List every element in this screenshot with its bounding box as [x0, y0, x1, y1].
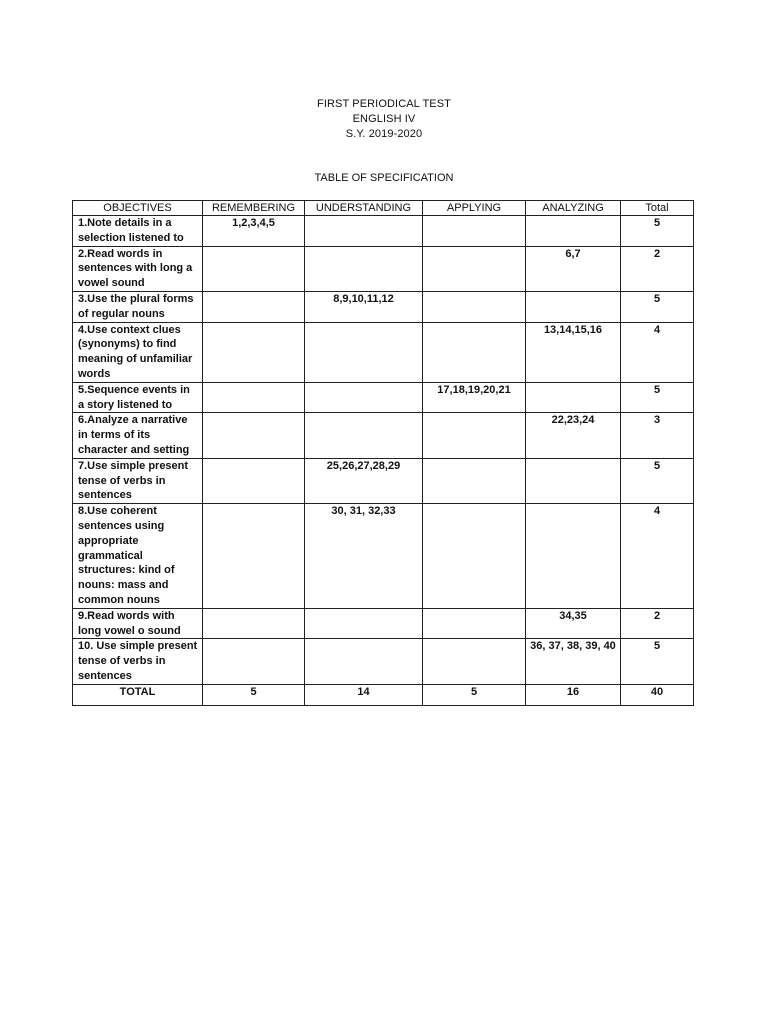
total-cell: 5 — [621, 458, 694, 503]
header-total: Total — [621, 201, 694, 216]
applying-cell — [423, 322, 526, 382]
understanding-cell — [305, 639, 423, 684]
total-cell: 2 — [621, 246, 694, 291]
objective-cell: 2.Read words in sentences with long a vowel sound — [73, 246, 203, 291]
totals-understanding: 14 — [305, 684, 423, 705]
table-row — [73, 216, 694, 247]
header-remembering: REMEMBERING — [203, 201, 305, 216]
remembering-cell — [203, 608, 305, 639]
applying-cell — [423, 458, 526, 503]
objective-cell: 10. Use simple present tense of verbs in sentences — [73, 639, 203, 684]
header-objectives: OBJECTIVES — [73, 201, 203, 216]
objective-cell: 7.Use simple present tense of verbs in sentences — [73, 458, 203, 503]
table-row — [73, 291, 694, 322]
totals-analyzing: 16 — [526, 684, 621, 705]
objective-cell: 4.Use context clues (synonyms) to find meaning of unfamiliar words — [73, 322, 203, 382]
applying-cell — [423, 246, 526, 291]
total-cell: 4 — [621, 504, 694, 609]
total-cell: 5 — [621, 639, 694, 684]
remembering-cell — [203, 382, 305, 413]
applying-cell — [423, 639, 526, 684]
remembering-cell — [203, 504, 305, 609]
understanding-cell: 8,9,10,11,12 — [305, 291, 423, 322]
table-row — [73, 413, 694, 458]
objective-cell: 6.Analyze a narrative in terms of its character and setting — [73, 413, 203, 458]
analyzing-cell: 13,14,15,16 — [526, 322, 621, 382]
table-row — [73, 504, 694, 609]
analyzing-cell: 34,35 — [526, 608, 621, 639]
totals-row — [73, 684, 694, 705]
table-row — [73, 382, 694, 413]
table-row — [73, 458, 694, 503]
remembering-cell — [203, 413, 305, 458]
objective-cell: 8.Use coherent sentences using appropriate grammatical structures: kind of nouns: mass and common nouns — [73, 504, 203, 609]
objective-cell: 9.Read words with long vowel o sound — [73, 608, 203, 639]
table-row — [73, 246, 694, 291]
table-heading: TABLE OF SPECIFICATION — [314, 172, 454, 184]
remembering-cell — [203, 639, 305, 684]
understanding-cell — [305, 382, 423, 413]
test-title: FIRST PERIODICAL TEST — [317, 98, 451, 110]
subject-title: ENGLISH IV — [352, 113, 416, 125]
total-cell: 5 — [621, 382, 694, 413]
header-applying: APPLYING — [423, 201, 526, 216]
understanding-cell — [305, 608, 423, 639]
total-cell: 3 — [621, 413, 694, 458]
table-row — [73, 608, 694, 639]
applying-cell — [423, 216, 526, 247]
total-cell: 4 — [621, 322, 694, 382]
table-row — [73, 639, 694, 684]
header-analyzing: ANALYZING — [526, 201, 621, 216]
understanding-cell — [305, 216, 423, 247]
remembering-cell — [203, 458, 305, 503]
objective-cell: 5.Sequence events in a story listened to — [73, 382, 203, 413]
totals-remembering: 5 — [203, 684, 305, 705]
remembering-cell — [203, 291, 305, 322]
applying-cell — [423, 413, 526, 458]
analyzing-cell: 6,7 — [526, 246, 621, 291]
remembering-cell — [203, 322, 305, 382]
analyzing-cell — [526, 216, 621, 247]
applying-cell — [423, 291, 526, 322]
table-header-row — [73, 201, 694, 216]
total-cell: 2 — [621, 608, 694, 639]
applying-cell: 17,18,19,20,21 — [423, 382, 526, 413]
analyzing-cell — [526, 291, 621, 322]
total-cell: 5 — [621, 291, 694, 322]
understanding-cell — [305, 322, 423, 382]
applying-cell — [423, 504, 526, 609]
analyzing-cell — [526, 504, 621, 609]
analyzing-cell: 36, 37, 38, 39, 40 — [526, 639, 621, 684]
analyzing-cell — [526, 382, 621, 413]
understanding-cell: 25,26,27,28,29 — [305, 458, 423, 503]
understanding-cell — [305, 246, 423, 291]
analyzing-cell: 22,23,24 — [526, 413, 621, 458]
understanding-cell: 30, 31, 32,33 — [305, 504, 423, 609]
table-row — [73, 322, 694, 382]
total-cell: 5 — [621, 216, 694, 247]
totals-label: TOTAL — [73, 684, 203, 705]
applying-cell — [423, 608, 526, 639]
objective-cell: 1.Note details in a selection listened to — [73, 216, 203, 247]
objective-cell: 3.Use the plural forms of regular nouns — [73, 291, 203, 322]
header-understanding: UNDERSTANDING — [305, 201, 423, 216]
remembering-cell — [203, 246, 305, 291]
specification-table — [72, 200, 694, 706]
understanding-cell — [305, 413, 423, 458]
totals-grand-total: 40 — [621, 684, 694, 705]
totals-applying: 5 — [423, 684, 526, 705]
analyzing-cell — [526, 458, 621, 503]
remembering-cell: 1,2,3,4,5 — [203, 216, 305, 247]
school-year: S.Y. 2019-2020 — [345, 128, 423, 140]
